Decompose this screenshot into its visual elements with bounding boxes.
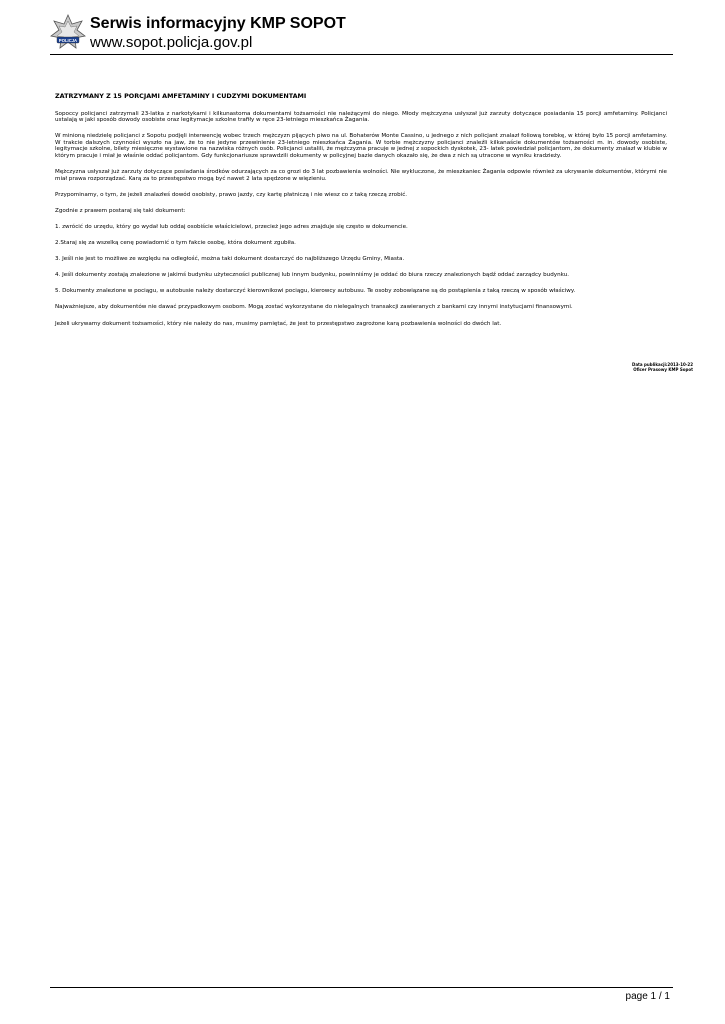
article-list-item: 3. Jeśli nie jest to możliwe ze względu na odległość, można taki dokument dostarczyć do najbliższego Urzędu Gminy, Miasta.	[55, 256, 405, 263]
logo-text: POLICJA	[58, 37, 78, 43]
header-divider	[50, 54, 673, 55]
article-title: ZATRZYMANY Z 15 PORCJAMI AMFETAMINY I CUDZYMI DOKUMENTAMI	[55, 92, 307, 100]
police-star-logo	[50, 14, 86, 54]
page-number: page 1 / 1	[625, 991, 670, 1002]
article	[55, 92, 667, 337]
article-paragraph: Przypominamy, o tym, że jeżeli znalazłeś dowód osobisty, prawo jazdy, czy kartę płatniczą i nie wiesz co z taką rzeczą zrobić.	[55, 191, 408, 198]
article-list-item: 1. zwrócić do urzędu, który go wydał lub oddaj osobiście właścicielowi, przecież jego adres znajduje się często w dokumencie.	[55, 223, 408, 230]
article-paragraph: W minioną niedzielę policjanci z Sopotu podjęli interwencję wobec trzech mężczyzn pijących piwo na ul. Bohaterów Monte Cassino, u jednego z nich policjant znalazł foliową torebkę, w której było 15 porcji amfetaminy. W trakcie dalszych czynności wyszło na jaw, że to nie jedyne przewinienie 23-letniego mieszkańca Żagania. W torbie mężczyzny policjanci znaleźli kilkanaście dokumentów tożsamości m. in. dowody osobiste, legitymacje szkolne, bilety miesięczne wystawione na nazwiska różnych osób. Policjanci ustalili, że mężczyzna pracuje w jednej z sopockich dyskotek, 23- latek powiedział policjantom, że dokumenty znalazł w klubie w którym pracuje i miał je właśnie oddać policjantom. Gdy funkcjonariusze sprawdzili dokumenty w policyjnej bazie danych okazało się, że dwa z nich są utracone w wyniku kradzieży.	[55, 133, 667, 159]
article-list-item: 2.Staraj się za wszelką cenę powiadomić o tym fakcie osobę, która dokument zgubiła.	[55, 240, 296, 247]
article-paragraph: Zgodnie z prawem postaraj się taki dokument:	[55, 207, 186, 214]
site-title: Serwis informacyjny KMP SOPOT	[90, 15, 346, 32]
site-url[interactable]: www.sopot.policja.gov.pl	[90, 34, 253, 51]
publication-meta	[632, 362, 693, 372]
page-header	[50, 12, 674, 56]
article-list-item: 5. Dokumenty znalezione w pociągu, w autobusie należy dostarczyć kierownikowi pociągu, kierowcy autobusu. Te osoby zobowiązane są do postąpienia z taką rzeczą w sposób właściwy.	[55, 288, 576, 295]
footer-divider	[50, 987, 673, 988]
article-list-item: 4. Jeśli dokumenty zostają znalezione w jakimś budynku użyteczności publicznej lub innym budynku, powinniśmy je oddać do biura rzeczy znalezionych bądź oddać zarządcy budynku.	[55, 272, 570, 279]
author-label: Oficer Prasowy KMP Sopot	[633, 367, 693, 372]
article-paragraph: Jeżeli ukrywamy dokument tożsamości, który nie należy do nas, musimy pamiętać, że jest to przestępstwo zagrożone karą pozbawienia wolności do dwóch lat.	[55, 320, 502, 327]
article-paragraph: Mężczyzna usłyszał już zarzuty dotyczące posiadania środków odurzających za co grozi do 3 lat pozbawienia wolności. Nie wykluczone, że mieszkaniec Żagania odpowie również za ukrywanie dokumentów, którymi nie miał prawa rozporządzać. Karą za to przestępstwo mogą być nawet 2 lata spędzone w więzieniu.	[55, 169, 667, 182]
article-paragraph: Sopoccy policjanci zatrzymali 23-latka z narkotykami i kilkunastoma dokumentami tożsamości nie należącymi do niego. Młody mężczyzna usłyszał już zarzuty dotyczące posiadania 15 porcji amfetaminy. Policjanci ustalają w jaki sposób dowody osobiste oraz legitymacje szkolne trafiły w ręce 23-letniego mieszkańca Żagania.	[55, 110, 667, 124]
article-paragraph: Najważniejsze, aby dokumentów nie dawać przypadkowym osobom. Mogą zostać wykorzystane do nielegalnych transakcji zawieranych z bankami czy innymi instytucjami finansowymi.	[55, 304, 573, 311]
publication-date: Data publikacji:2013-10-22	[632, 362, 693, 367]
